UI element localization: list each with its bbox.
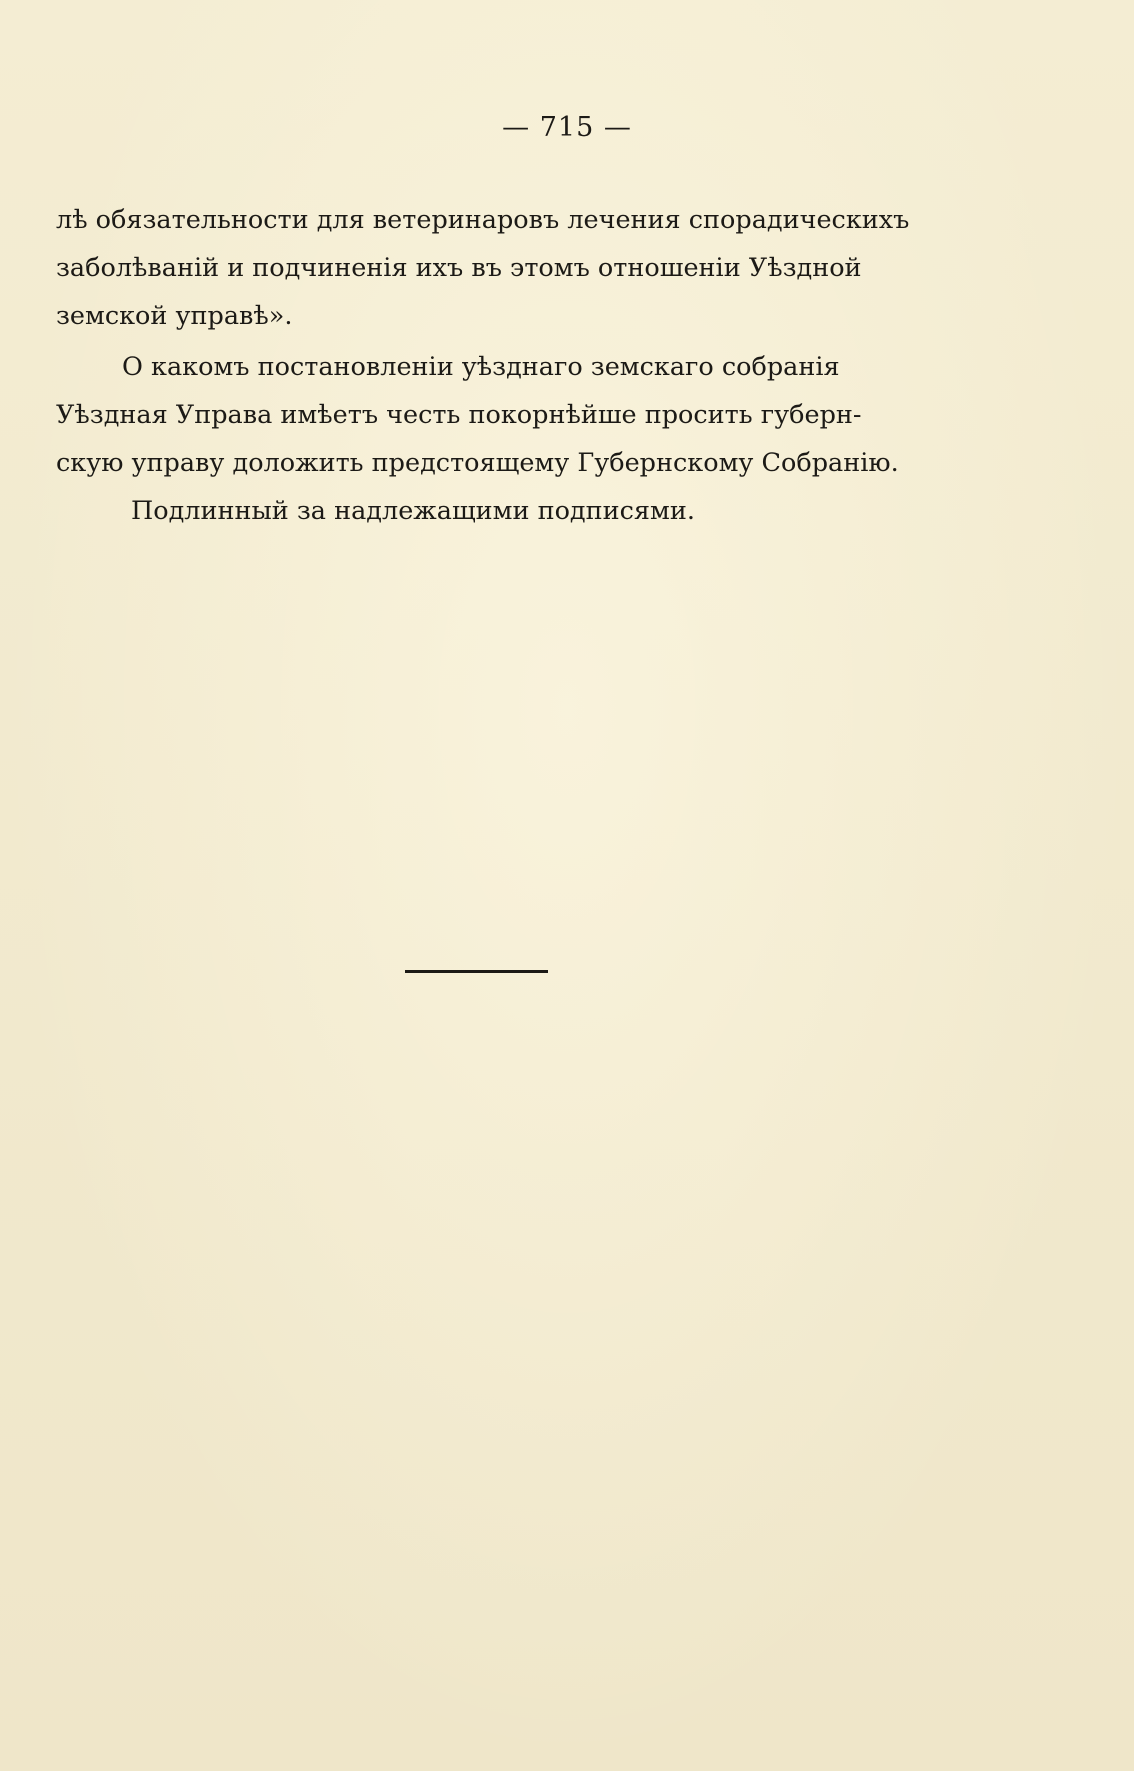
text-line: заболѣваній и подчиненія ихъ въ этомъ отношеніи Уѣздной [56,253,862,283]
signature-line: Подлинный за надлежащими подписями. [131,496,695,526]
text-line: О какомъ постановленіи уѣзднаго земскаго собранія [122,352,840,382]
text-line: скую управу доложить предстоящему Губернскому Собранію. [56,448,899,478]
page-number: — 715 — [502,112,632,143]
body-text [56,196,910,535]
text-line: лѣ обязательности для ветеринаровъ лечения спорадическихъ [56,205,910,235]
section-divider-rule [405,970,548,973]
text-line: земской управѣ». [56,301,293,331]
text-line: Уѣздная Управа имѣетъ честь покорнѣйше просить губерн- [56,400,862,430]
